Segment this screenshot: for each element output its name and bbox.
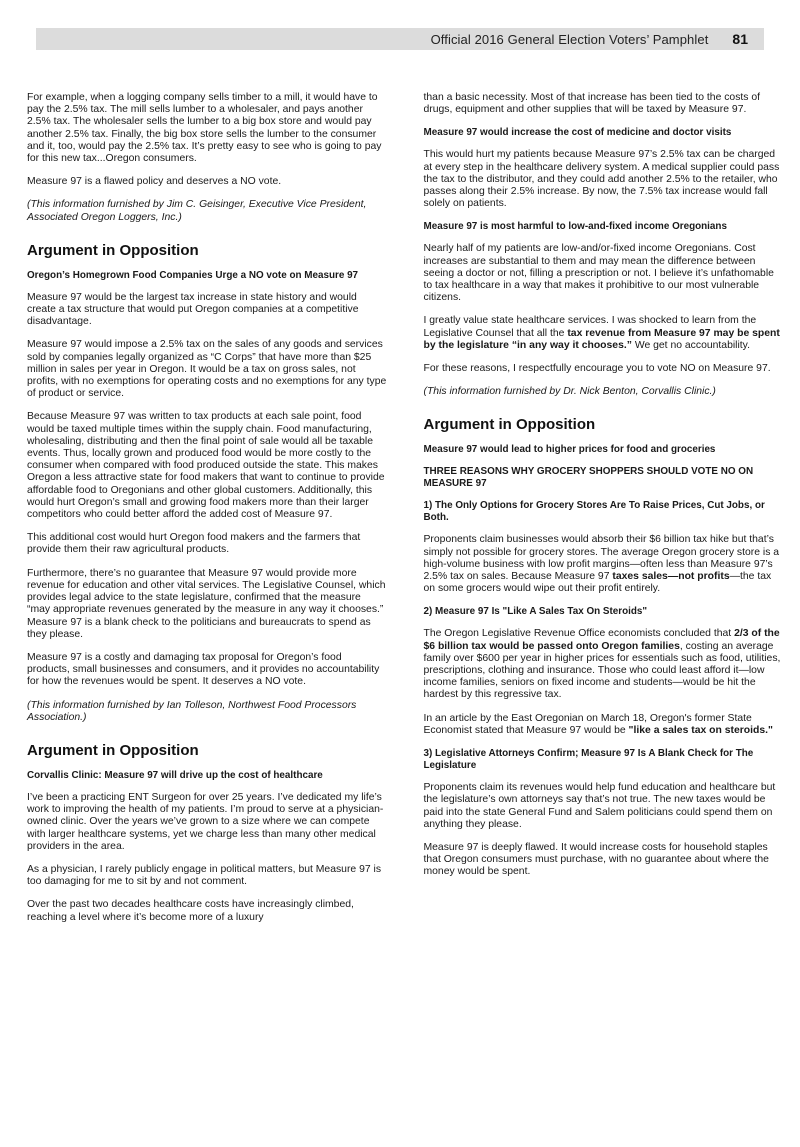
pamphlet-title: Official 2016 General Election Voters’ Pamphlet: [430, 31, 709, 47]
subheading: 3) Legislative Attorneys Confirm; Measure 97 Is A Blank Check for The Legislature: [423, 748, 754, 772]
paragraph: than a basic necessity. Most of that increase has been tied to the costs of drugs, equipment and other supplies that will be taxed by Measure 97.: [423, 92, 761, 116]
paragraph: Nearly half of my patients are low-and/or-fixed income Oregonians. Cost increases are substantial to them and may mean the difference between seeing a doctor or not, filling a prescription or not. I believe it’s unfathomable to tax healthcare in a way that makes it prohibitive to our most vulnerable citizens.: [423, 243, 774, 304]
subheading: 2) Measure 97 Is "Like A Sales Tax On Steroids": [423, 606, 648, 618]
text-run: We get no accountability.: [631, 339, 750, 351]
text-run: In an article by the East Oregonian on March 18, Oregon's former State Economist stated that Measure 97 would be: [423, 712, 752, 736]
section-heading: Argument in Opposition: [423, 416, 596, 434]
attribution: (This information furnished by Dr. Nick Benton, Corvallis Clinic.): [423, 386, 716, 398]
paragraph: [424, 628, 784, 701]
paragraph: As a physician, I rarely publicly engage in political matters, but Measure 97 is too damaging for me to sit by and not comment.: [27, 863, 382, 888]
page-header: [36, 28, 764, 50]
section-heading: Argument in Opposition: [27, 741, 199, 759]
content-columns: [27, 92, 783, 935]
subheading: Corvallis Clinic: Measure 97 will drive up the cost of healthcare: [27, 769, 323, 781]
attribution: (This information furnished by Jim C. Geisinger, Executive Vice President, Associated Oregon Loggers, Inc.): [27, 199, 367, 223]
paragraph: [424, 315, 784, 352]
paragraph: Measure 97 is a flawed policy and deserves a NO vote.: [27, 176, 282, 188]
left-column: [27, 92, 387, 935]
right-column: [424, 92, 784, 935]
paragraph: Measure 97 is a costly and damaging tax proposal for Oregon’s food products, small businesses and consumers, and it provides no accountability for how the revenues would be spent. It deserves a NO vote.: [27, 651, 380, 688]
paragraph: Proponents claim its revenues would help fund education and healthcare but the legislature’s own attorneys say that’s not true. The new taxes would be paid into the state General Fund and Salem politicians could spend them on anything they please.: [423, 782, 776, 830]
paragraph: [424, 713, 784, 737]
paragraph: This additional cost would hurt Oregon food makers and the farmers that provide them their raw agricultural products.: [27, 532, 361, 556]
paragraph: [424, 534, 784, 595]
subheading: Measure 97 would lead to higher prices for food and groceries: [423, 444, 716, 456]
text-run: Proponents claim businesses would absorb their $6 billion tax hike but that’s simply not possible for grocery stores. The average Oregon grocery store is a high-volume business with low profit margins—often less than Measure 97’s 2.5% tax on sales. Because Measure 97: [423, 534, 780, 583]
text-run: The Oregon Legislative Revenue Office economists concluded that: [423, 628, 735, 640]
subheading: Measure 97 would increase the cost of medicine and doctor visits: [423, 127, 732, 139]
subheading: 1) The Only Options for Grocery Stores Are To Raise Prices, Cut Jobs, or Both.: [423, 500, 765, 524]
paragraph: Over the past two decades healthcare costs have increasingly climbed, reaching a level where it’s become more of a luxury: [27, 899, 354, 923]
subheading: Oregon’s Homegrown Food Companies Urge a NO vote on Measure 97: [27, 269, 359, 281]
paragraph: Measure 97 would be the largest tax increase in state history and would create a tax structure that would put Oregon companies at a competitive disadvantage.: [27, 291, 359, 328]
paragraph: Because Measure 97 was written to tax products at each sale point, food would be taxed multiple times within the supply chain. Food manufacturing, wholesaling, distributing and then the final point of sale would all be taxable events. Thus, locally grown and produced food would be more costly to the consumer when compared with food produced outside the state. This makes Oregon a less attractive state for food makers that want to continue to provide affordable food to Oregonians and other global customers. Additionally, this would hurt Oregon’s small and growing food makers more than their larger competitors who could better afford the added cost of Measure 97.: [27, 411, 385, 521]
paragraph: Measure 97 is deeply flawed. It would increase costs for household staples that Oregon consumers must purchase, with no guarantee about where the money would be spent.: [423, 841, 769, 878]
text-run: I greatly value state healthcare services. I was shocked to learn from the Legislative Counsel that all the: [423, 315, 757, 339]
bold-text-run: 2/3 of the $6 billion tax would be passed onto Oregon families: [423, 628, 780, 652]
text-run: —the tax on some grocers would wipe out their profit entirely.: [423, 571, 772, 595]
subheading: Measure 97 is most harmful to low-and-fixed income Oregonians: [423, 221, 727, 233]
subheading: THREE REASONS WHY GROCERY SHOPPERS SHOULD VOTE NO ON MEASURE 97: [423, 466, 754, 490]
paragraph: Measure 97 would impose a 2.5% tax on the sales of any goods and services sold by companies legally organized as “C Corps” that have more than $25 million in sales per year in Oregon. It would be a tax on gross sales, not profits, with no exemptions for operating costs and no exemptions for any type of product or service.: [27, 339, 387, 400]
bold-text-run: tax revenue from Measure 97 may be spent by the legislature “in any way it chooses.”: [423, 327, 780, 351]
bold-text-run: taxes sales—not profits: [612, 571, 730, 583]
paragraph: I’ve been a practicing ENT Surgeon for over 25 years. I’ve dedicated my life’s work to improving the health of my patients. I’m proud to serve at a physician-owned clinic. Over the years we’ve grown to a size where we can compete with larger healthcare systems, yet we charge less than many other medical providers in the area.: [27, 791, 384, 852]
paragraph: For these reasons, I respectfully encourage you to vote NO on Measure 97.: [423, 363, 771, 375]
text-run: , costing an average family over $600 per year in higher prices for essentials such as food, utilities, prescriptions, clothing and insurance. Those who could least afford it—low income families, seniors on fixed income and students—would be hit the hardest by this regressive tax.: [423, 640, 781, 701]
page-number: 81: [732, 31, 748, 47]
paragraph: Furthermore, there’s no guarantee that Measure 97 would provide more revenue for education and other vital services. The Legislative Counsel, which provides legal advice to the state legislature, confirmed that the measure “may appropriate revenues generated by the measure in any way it chooses.” Measure 97 is a blank check to the politicians and bureaucrats to spend as they please.: [27, 567, 386, 640]
paragraph: For example, when a logging company sells timber to a mill, it would have to pay the 2.5% tax. The mill sells lumber to a wholesaler, and pays another 2.5% tax. The wholesaler sells the lumber to a big box store and would pay another 2.5% tax. Finally, the big box store sells the lumber to the consumer and it, too, would pay the 2.5% tax. It’s pretty easy to see who is going to pay for this new tax...Oregon consumers.: [27, 92, 382, 165]
bold-text-run: "like a sales tax on steroids.": [628, 724, 773, 736]
section-heading: Argument in Opposition: [27, 241, 199, 259]
attribution: (This information furnished by Ian Tolleson, Northwest Food Processors Association.): [27, 699, 357, 723]
paragraph: This would hurt my patients because Measure 97’s 2.5% tax can be charged at every step in the healthcare delivery system. A medical supplier could pass the tax to the distributor, and they could add another 2.5% to the retailer, who passes along their 2.5% increase. By now, the 7.5% tax increase would fall solely on patients.: [423, 149, 780, 210]
